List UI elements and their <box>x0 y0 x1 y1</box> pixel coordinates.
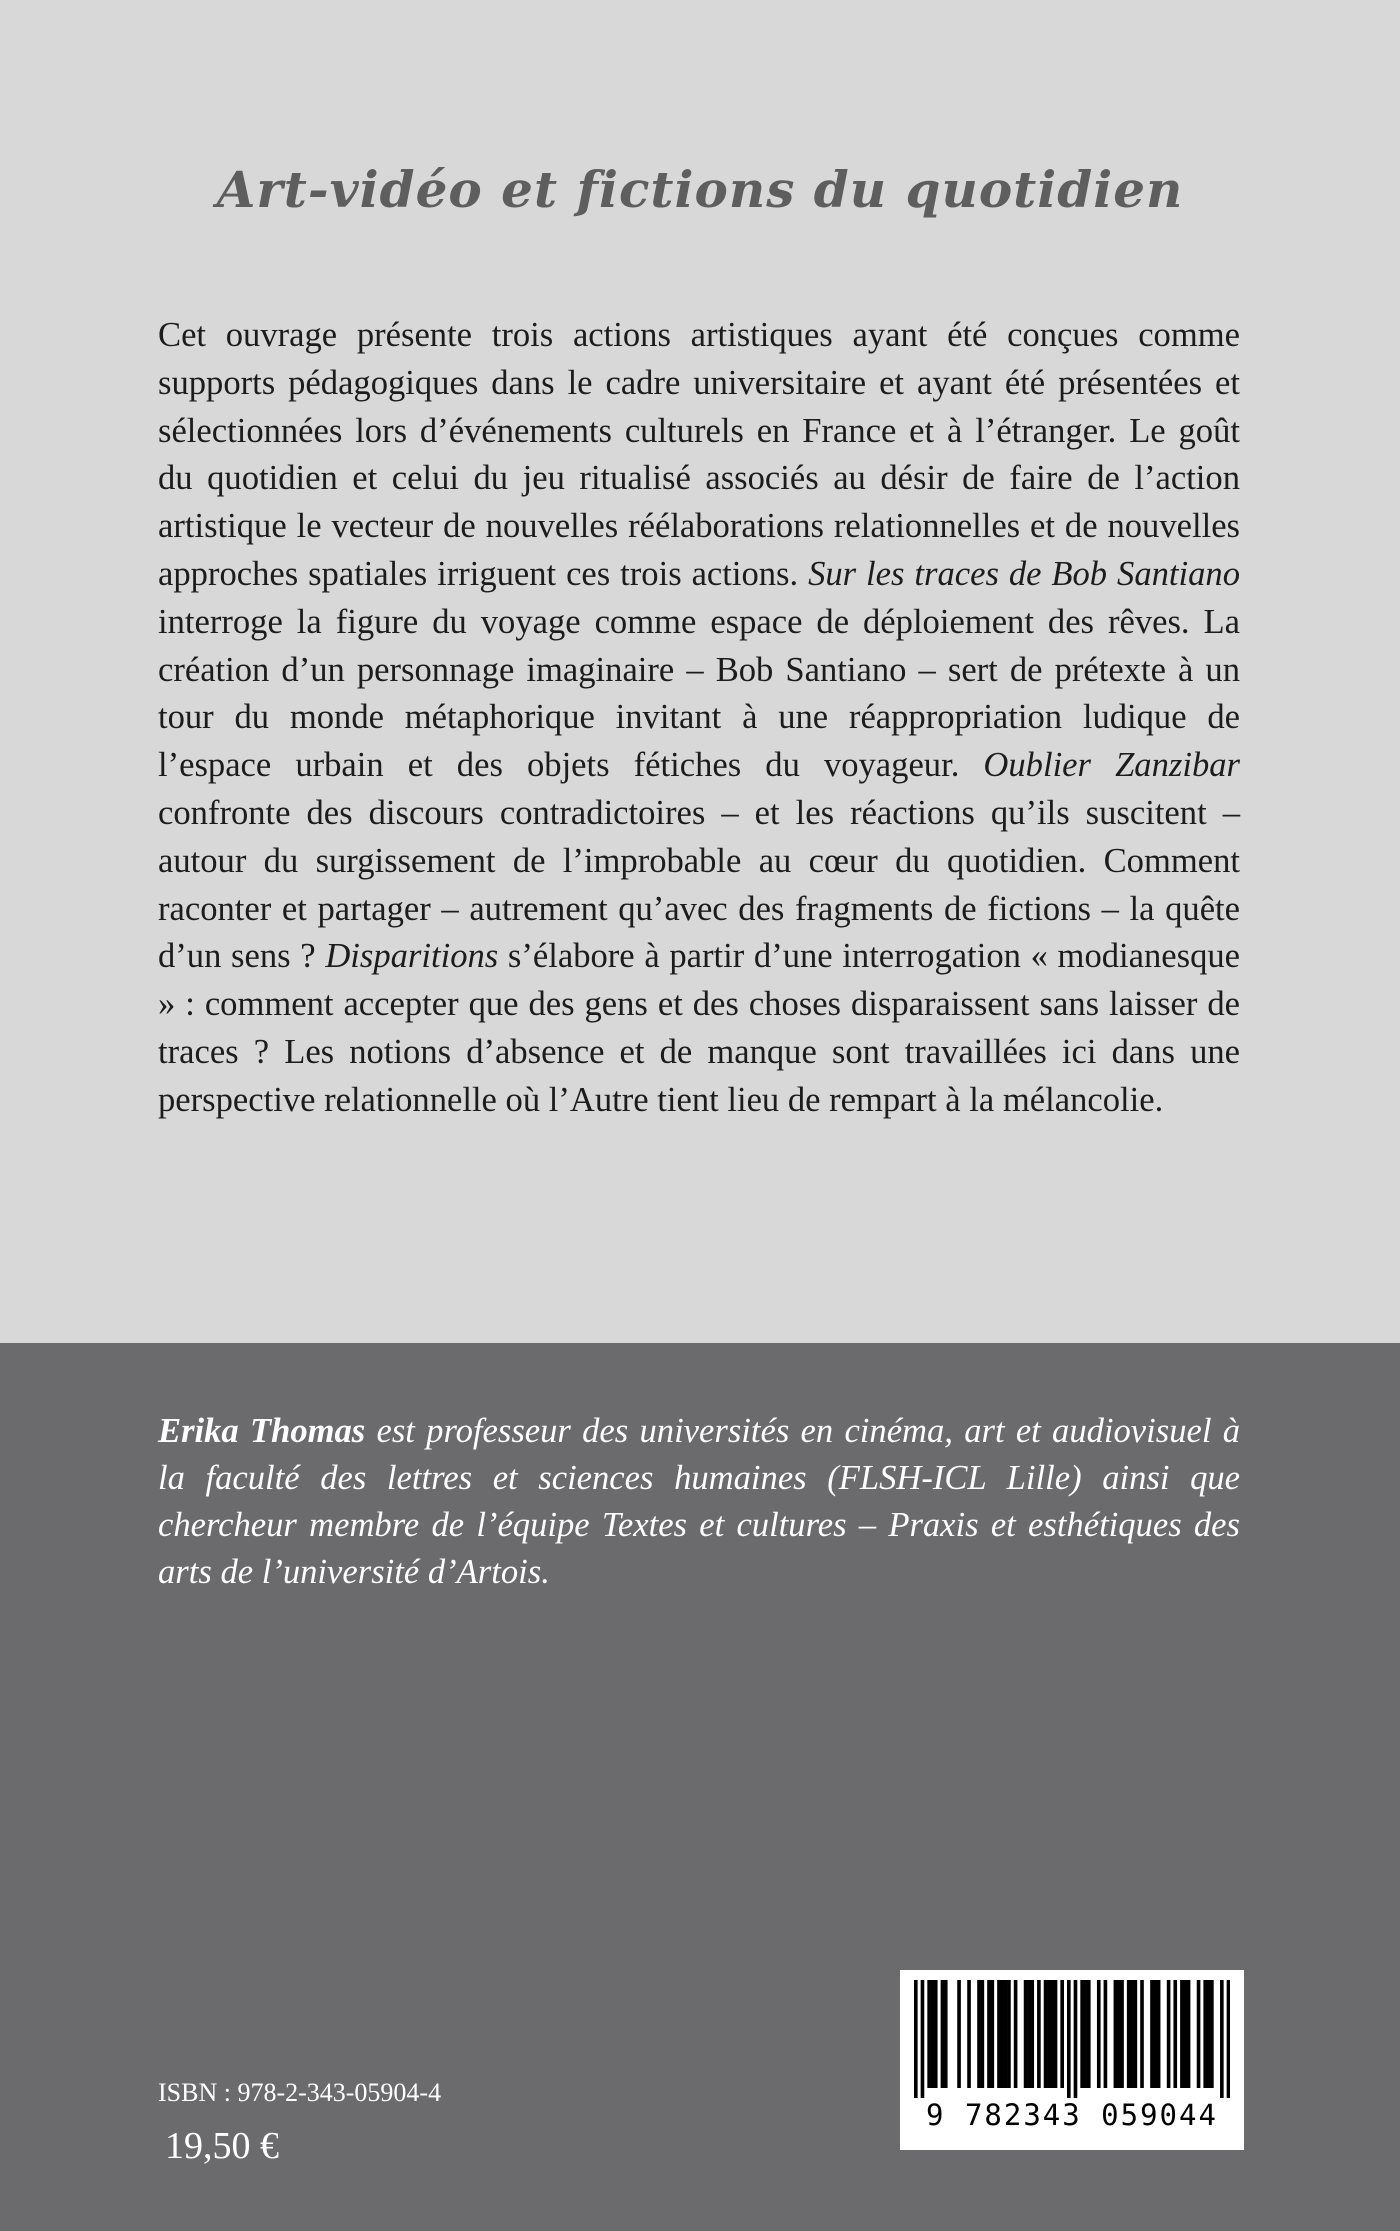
author-bio-text: est professeur des universités en cinéma, art et audiovisuel à la faculté des lettres et sciences humaines (FLSH-ICL Lille) ainsi que chercheur membre de l’équipe Textes et cultures – Praxis et esthétiques des arts de l’université d’Artois. <box>158 1412 1240 1591</box>
author-bio <box>158 1408 1240 1596</box>
barcode-bar <box>1067 1980 1071 2098</box>
barcode-bar <box>931 1980 935 2088</box>
barcode-bar <box>1210 1980 1214 2088</box>
description-segment: confronte des discours contradictoires – et les réactions qu’ils suscitent – autour du surgissement de l’improbable au cœur du quotidien. Comment raconter et partager – autrement qu’avec des fragments de fictions – la quête d’un sens ? <box>158 793 1240 976</box>
barcode-bar <box>944 1980 948 2088</box>
barcode-bar <box>941 1980 945 2088</box>
barcode-bar <box>1104 1980 1108 2088</box>
barcode-bar <box>997 1980 1001 2088</box>
barcode-bar <box>1220 1980 1224 2098</box>
book-description <box>158 312 1240 1125</box>
barcode-bar <box>967 1980 971 2088</box>
barcode-bar <box>914 1980 918 2098</box>
work-title-bob-santiano: Sur les traces de Bob Santiano <box>808 554 1240 593</box>
barcode-bar <box>981 1980 985 2088</box>
barcode-bar <box>1007 1980 1011 2088</box>
barcode-bar <box>1120 1980 1124 2088</box>
barcode-bar <box>1014 1980 1018 2088</box>
work-title-disparitions: Disparitions <box>325 937 499 976</box>
isbn-label: ISBN : 978-2-343-05904-4 <box>158 2078 442 2107</box>
barcode <box>900 1970 1244 2150</box>
barcode-bar <box>1134 1980 1138 2088</box>
barcode-bar <box>1180 1980 1184 2088</box>
barcode-bars <box>914 1980 1230 2098</box>
barcode-bar <box>1004 1980 1008 2088</box>
barcode-bar <box>1000 1980 1004 2088</box>
barcode-bar <box>1027 1980 1031 2088</box>
barcode-bar <box>1037 1980 1041 2088</box>
barcode-bar <box>1030 1980 1034 2088</box>
barcode-digits: 9 782343 059044 <box>926 2098 1218 2132</box>
barcode-bar <box>1183 1980 1187 2088</box>
barcode-bar <box>1117 1980 1121 2088</box>
barcode-bar <box>991 1980 995 2088</box>
barcode-bar <box>1150 1980 1154 2088</box>
barcode-bar <box>1140 1980 1144 2088</box>
price-label: 19,50 € <box>165 2125 279 2167</box>
barcode-bar <box>1074 1980 1078 2098</box>
barcode-bar <box>1087 1980 1091 2088</box>
barcode-bar <box>1060 1980 1064 2088</box>
barcode-bar <box>957 1980 961 2088</box>
barcode-bar <box>1157 1980 1161 2088</box>
barcode-bar <box>987 1980 991 2088</box>
barcode-bar <box>1097 1980 1101 2088</box>
description-segment: interroge la figure du voyage comme espace de déploiement des rêves. La création d’un personnage imaginaire – Bob Santiano – sert de prétexte à un tour du monde métaphorique invitant à une réappropriation ludique de l’espace urbain et des objets fétiches du voyageur. <box>158 602 1240 785</box>
barcode-bar <box>1203 1980 1207 2088</box>
barcode-bar <box>1084 1980 1088 2088</box>
barcode-bar <box>1050 1980 1054 2088</box>
work-title-oublier-zanzibar: Oublier Zanzibar <box>983 746 1240 785</box>
barcode-bar <box>1054 1980 1058 2088</box>
barcode-bar <box>977 1980 981 2088</box>
barcode-bar <box>1127 1980 1131 2088</box>
barcode-bar <box>1187 1980 1191 2088</box>
barcode-bar <box>1153 1980 1157 2088</box>
barcode-bar <box>1044 1980 1048 2088</box>
barcode-bar <box>1024 1980 1028 2088</box>
barcode-bar <box>1114 1980 1118 2088</box>
barcode-bar <box>1227 1980 1230 2098</box>
barcode-bar <box>1080 1980 1084 2088</box>
book-title: Art-vidéo et fictions du quotidien <box>216 160 1184 219</box>
barcode-bar <box>934 1980 938 2088</box>
barcode-bar <box>1173 1980 1177 2088</box>
description-segment: s’élabore à partir d’une interrogation « modianesque » : comment accepter que des gens et des choses disparaissent sans laisser de traces ? Les notions d’absence et de manque sont travaillées ici dans une perspective relationnelle où l’Autre tient lieu de rempart à la mélancolie. <box>158 937 1240 1119</box>
barcode-bar <box>1197 1980 1201 2088</box>
description-segment: Cet ouvrage présente trois actions artistiques ayant été conçues comme supports pédagogiques dans le cadre universitaire et ayant été présentées et sélectionnées lors d’événements culturels en France et à l’étranger. Le goût du quotidien et celui du jeu ritualisé associés au désir de faire de l’action artistique le vecteur de nouvelles réélaborations relationnelles et de nouvelles approches spatiales irriguent ces trois actions. <box>158 316 1240 593</box>
barcode-bar <box>921 1980 925 2098</box>
barcode-bar <box>1207 1980 1211 2088</box>
barcode-bar <box>1047 1980 1051 2088</box>
author-name: Erika Thomas <box>158 1412 366 1450</box>
barcode-bar <box>1130 1980 1134 2088</box>
barcode-bar <box>927 1980 931 2088</box>
barcode-bar <box>1167 1980 1171 2088</box>
